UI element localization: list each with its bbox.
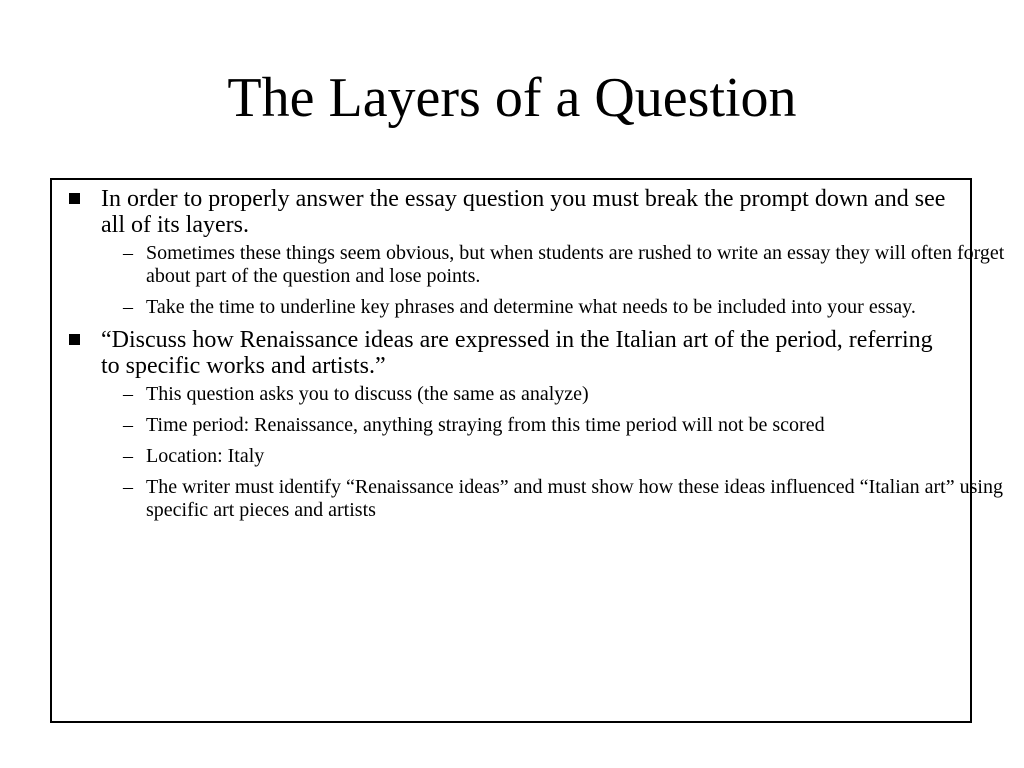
dash-icon: – bbox=[123, 383, 133, 405]
bullet-text: In order to properly answer the essay question you must break the prompt down and see all of its layers. bbox=[101, 186, 946, 238]
sub-bullet-item bbox=[101, 296, 1019, 319]
square-bullet-icon bbox=[69, 193, 80, 204]
sub-bullet-item bbox=[101, 242, 1019, 288]
dash-icon: – bbox=[123, 476, 133, 498]
bullet-list bbox=[52, 186, 1005, 530]
sub-bullet-text: This question asks you to discuss (the same as analyze) bbox=[146, 383, 589, 405]
content-box bbox=[50, 178, 1005, 723]
dash-icon: – bbox=[123, 296, 133, 318]
dash-icon: – bbox=[123, 242, 133, 264]
slide-title: The Layers of a Question bbox=[227, 67, 797, 129]
sub-bullet-list bbox=[101, 383, 1003, 522]
sub-bullet-list bbox=[101, 242, 1005, 319]
bullet-item bbox=[52, 186, 1005, 319]
sub-bullet-text: Location: Italy bbox=[146, 445, 265, 467]
dash-icon: – bbox=[123, 414, 133, 436]
sub-bullet-item bbox=[101, 383, 1019, 406]
sub-bullet-item bbox=[101, 445, 1019, 468]
sub-bullet-item bbox=[101, 414, 1019, 437]
sub-bullet-text: Time period: Renaissance, anything straying from this time period will not be scored bbox=[146, 414, 825, 436]
sub-bullet-text: The writer must identify “Renaissance ideas” and must show how these ideas influenced “Italian art” using specific art pieces and artists bbox=[146, 476, 1003, 521]
bullet-text: “Discuss how Renaissance ideas are expressed in the Italian art of the period, referring to specific works and artists.” bbox=[101, 327, 933, 379]
bullet-item bbox=[52, 327, 1003, 522]
square-bullet-icon bbox=[69, 334, 80, 345]
sub-bullet-text: Sometimes these things seem obvious, but when students are rushed to write an essay they will often forget about part of the question and lose points. bbox=[146, 242, 1005, 287]
sub-bullet-text: Take the time to underline key phrases and determine what needs to be included into your essay. bbox=[146, 296, 916, 318]
dash-icon: – bbox=[123, 445, 133, 467]
sub-bullet-item bbox=[101, 476, 1019, 522]
